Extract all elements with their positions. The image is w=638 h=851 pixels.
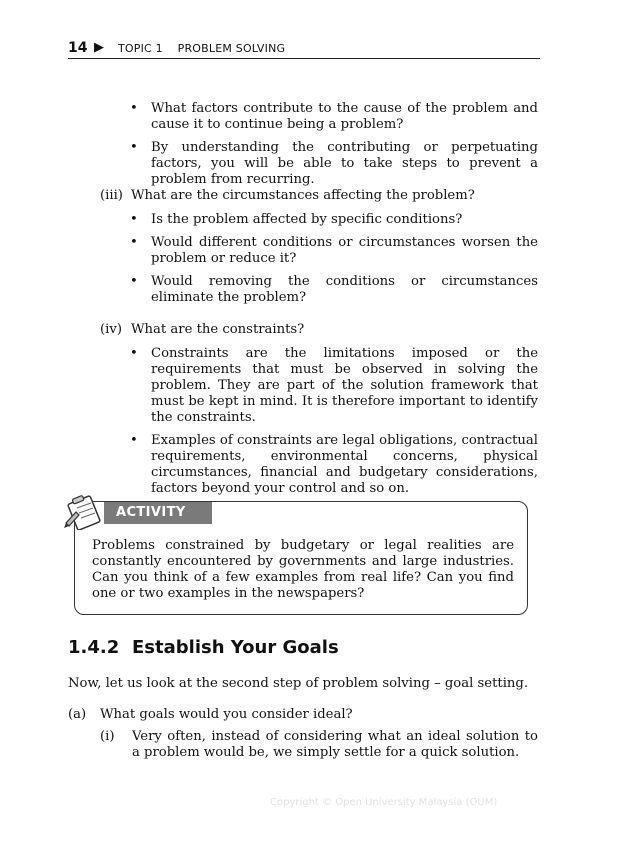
- bullet-icon: •: [130, 235, 138, 250]
- bullet-list-contributing-factors: [130, 101, 538, 195]
- list-item: • What factors contribute to the cause of the problem and cause it to continue being a problem?: [130, 101, 538, 132]
- list-item: • By understanding the contributing or perpetuating factors, you will be able to take steps to prevent a problem from recurring.: [130, 140, 538, 187]
- bullet-icon: •: [130, 101, 138, 116]
- bullet-list-circumstances: [130, 212, 538, 313]
- list-item: • Constraints are the limitations imposed or the requirements that must be observed in solving the problem. They are part of the solution framework that must be kept in mind. It is therefore important to identify the constraints.: [130, 346, 538, 425]
- page-number: 14: [68, 40, 88, 56]
- bullet-icon: •: [130, 433, 138, 448]
- section-number: 1.4.2: [68, 637, 120, 658]
- list-item: • Is the problem affected by specific conditions?: [130, 212, 463, 227]
- list-item: • Examples of constraints are legal obligations, contractual requirements, environmental concerns, physical circumstances, financial and budgetary considerations, factors beyond your control and so on.: [130, 433, 538, 496]
- bullet-icon: •: [130, 346, 138, 361]
- list-item: • Would removing the conditions or circumstances eliminate the problem?: [130, 274, 538, 305]
- page-header: [68, 40, 540, 59]
- bullet-icon: •: [130, 274, 138, 289]
- arrow-right-icon: ▶: [94, 40, 104, 55]
- copyright-watermark: Copyright © Open University Malaysia (OUM): [270, 797, 498, 808]
- bullet-icon: •: [130, 140, 138, 155]
- list-item: • Would different conditions or circumstances worsen the problem or reduce it?: [130, 235, 538, 266]
- bullet-icon: •: [130, 212, 138, 227]
- topic-title: TOPIC 1 PROBLEM SOLVING: [118, 42, 286, 55]
- clipboard-pencil-icon: [62, 490, 104, 530]
- intro-paragraph: Now, let us look at the second step of problem solving – goal setting.: [68, 676, 529, 691]
- activity-text: Problems constrained by budgetary or legal realities are constantly encountered by governments and large industries. Can you think of a few examples from real life? Can you find one or two examples in the newspapers?: [92, 538, 514, 601]
- section-title: Establish Your Goals: [132, 637, 339, 658]
- bullet-list-constraints: [130, 346, 538, 504]
- activity-label: ACTIVITY 1.2: [104, 502, 212, 524]
